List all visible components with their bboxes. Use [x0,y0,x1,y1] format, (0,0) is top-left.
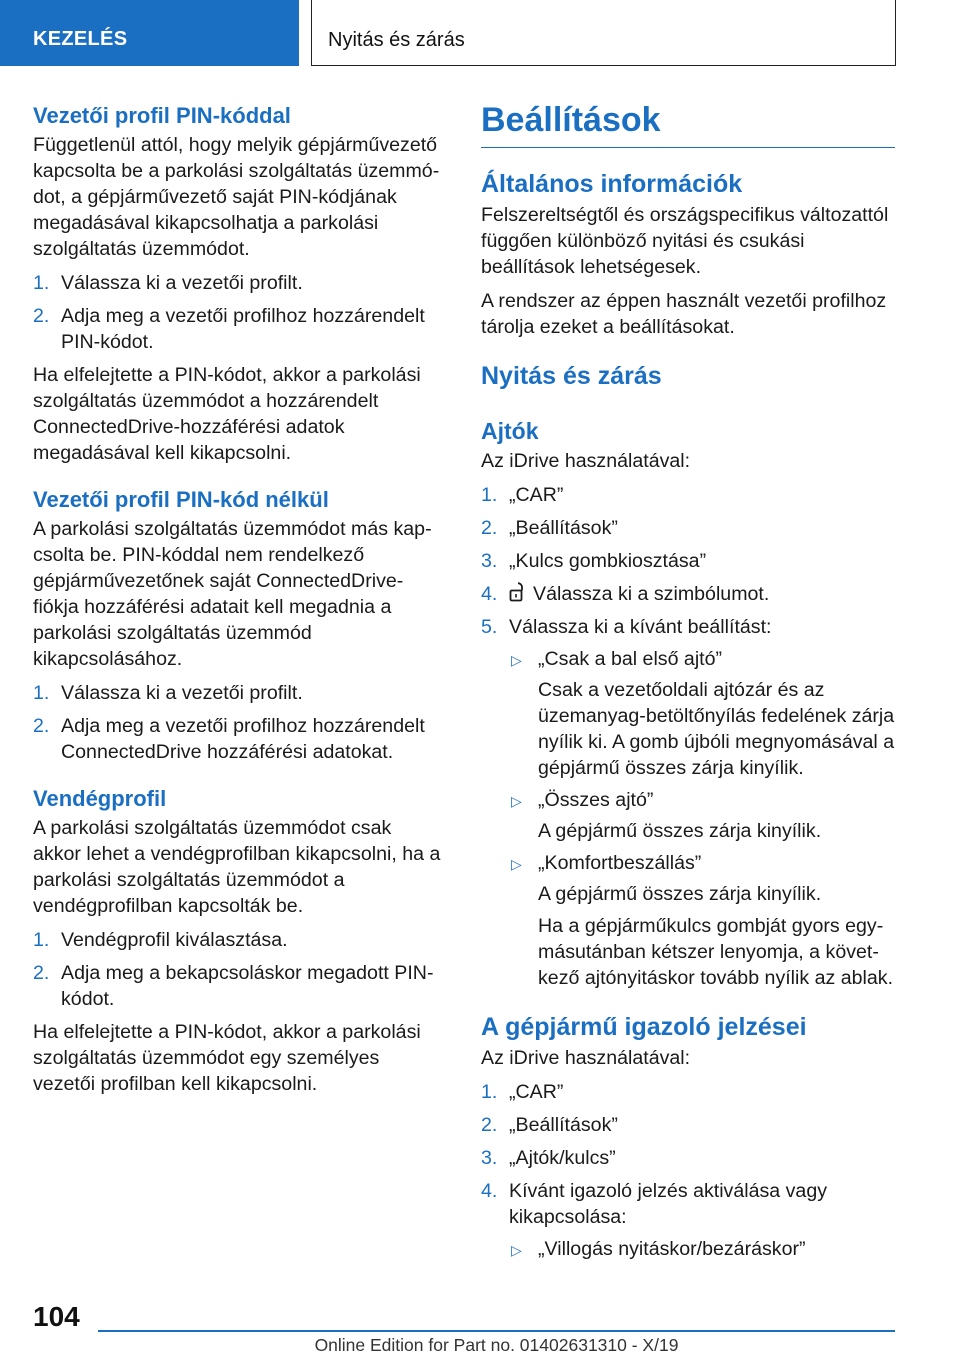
page-header [0,0,960,66]
paragraph: Ha elfelejtette a PIN-kódot, akkor a parkolási szolgáltatás üzemmódot a hozzárendelt ConnectedDrive-hozzáférési adatok megadásával kell kikapcsolni. [33,364,421,464]
list-item: 1. „CAR” [481,1081,564,1103]
step-list [481,1079,895,1230]
page-number: 104 [33,1301,80,1332]
option-list [481,787,895,813]
option-item: ▷ „Villogás nyitáskor/bezáráskor” [481,1236,895,1262]
triangle-bullet-icon: ▷ [511,793,522,809]
right-column [481,100,895,1267]
option-item: ▷ „Csak a bal első ajtó” [481,646,895,672]
list-item: 2. Adja meg a vezetői profilhoz hozzárendelt PIN-kódot. [33,305,425,353]
paragraph: A parkolási szolgáltatás üzemmódot más kapcsolta be. PIN-kóddal nem rendelkező gépjárművezetőnek saját ConnectedDrive-fiókja hozzáférési adatait kell megadnia a parkolási szolgáltatás üzemmód kikapcsolásához. [33,518,432,670]
list-item: 4. Kívánt igazoló jelzés aktiválása vagy kikapcsolása: [481,1180,828,1228]
footer-divider [98,1330,895,1332]
option-description: Ha a gépjárműkulcs gombját gyors egymásutánban kétszer lenyomja, a következő ajtónyitáskor tovább nyílik az ablak. [538,915,894,989]
list-item: 1. Válassza ki a vezetői profilt. [33,272,303,294]
heading-pin-profile: Vezetői profil PIN-kóddal [33,103,291,128]
list-item: 1. „CAR” [481,484,564,506]
triangle-bullet-icon: ▷ [511,856,522,872]
heading-signals: A gépjármű igazoló jelzései [481,1013,807,1041]
option-list [481,646,895,672]
heading-doors: Ajtók [481,418,539,444]
paragraph: Függetlenül attól, hogy melyik gépjárművezető kapcsolta be a parkolási szolgáltatás üzemmódot, a gépjárművezető saját PIN-kódjának megadásával kikapcsolhatja a parkolási szolgáltatás üzemmódot. [33,134,440,260]
paragraph: Az iDrive használatával: [481,1047,691,1069]
paragraph: Az iDrive használatával: [481,450,691,472]
list-item: 1. Válassza ki a vezetői profilt. [33,682,303,704]
option-description: Csak a vezetőoldali ajtózár és az üzemanyag-betöltőnyílás fedelének zárja nyílik ki. A gomb újbóli megnyomásával a gépjármű összes zárja kinyílik. [538,679,895,779]
heading-open-close: Nyitás és zárás [481,362,662,390]
list-item: 2. „Beállítások” [481,1114,618,1136]
list-item: 2. „Beállítások” [481,517,618,539]
option-description: A gépjármű összes zárja kinyílik. [538,883,822,905]
section-tab: KEZELÉS [0,0,299,66]
option-item: ▷ „Összes ajtó” [481,787,895,813]
paragraph: A parkolási szolgáltatás üzemmódot csak akkor lehet a vendégprofilban kikapcsolni, ha a parkolási szolgáltatás üzemmódot a vendégprofilban kapcsolták be. [33,817,441,917]
triangle-bullet-icon: ▷ [511,652,522,668]
option-description: A gépjármű összes zárja kinyílik. [538,820,822,842]
heading-guest-profile: Vendégprofil [33,786,167,811]
paragraph: Ha elfelejtette a PIN-kódot, akkor a parkolási szolgáltatás üzemmódot egy személyes vezetői profilban kell kikapcsolni. [33,1021,421,1095]
list-item: 2. Adja meg a bekapcsoláskor megadott PIN-kódot. [33,962,434,1010]
heading-general-info: Általános információk [481,170,743,198]
chapter-title: Nyitás és zárás [311,0,896,66]
list-item: 3. „Kulcs gombkiosztása” [481,550,707,572]
edition-note: Online Edition for Part no. 01402631310 - X/19 [314,1335,679,1355]
option-list [481,1236,895,1262]
list-item: 2. Adja meg a vezetői profilhoz hozzárendelt ConnectedDrive hozzáférési adatokat. [33,715,425,763]
option-list [481,850,895,876]
list-item: 3. „Ajtók/kulcs” [481,1147,616,1169]
list-item: 1. Vendégprofil kiválasztása. [33,929,288,951]
paragraph: Felszereltségtől és országspecifikus változattól függően különböző nyitási és csukási beállítások lehetségesek. [481,204,889,278]
paragraph: A rendszer az éppen használt vezetői profilhoz tárolja ezeket a beállításokat. [481,290,887,338]
step-list [33,270,443,355]
option-item: ▷ „Komfortbeszállás” [481,850,895,876]
list-item: 5. Válassza ki a kívánt beállítást: [481,616,772,638]
step-list [33,927,443,1012]
list-item: 4. Válassza ki a szimbólumot. [481,583,770,605]
main-title: Beállítások [481,100,895,148]
unlock-icon [509,581,527,603]
heading-no-pin-profile: Vezetői profil PIN-kód nélkül [33,487,329,512]
step-list [33,680,443,765]
triangle-bullet-icon: ▷ [511,1242,522,1258]
step-list [481,482,895,640]
left-column [33,100,443,1097]
